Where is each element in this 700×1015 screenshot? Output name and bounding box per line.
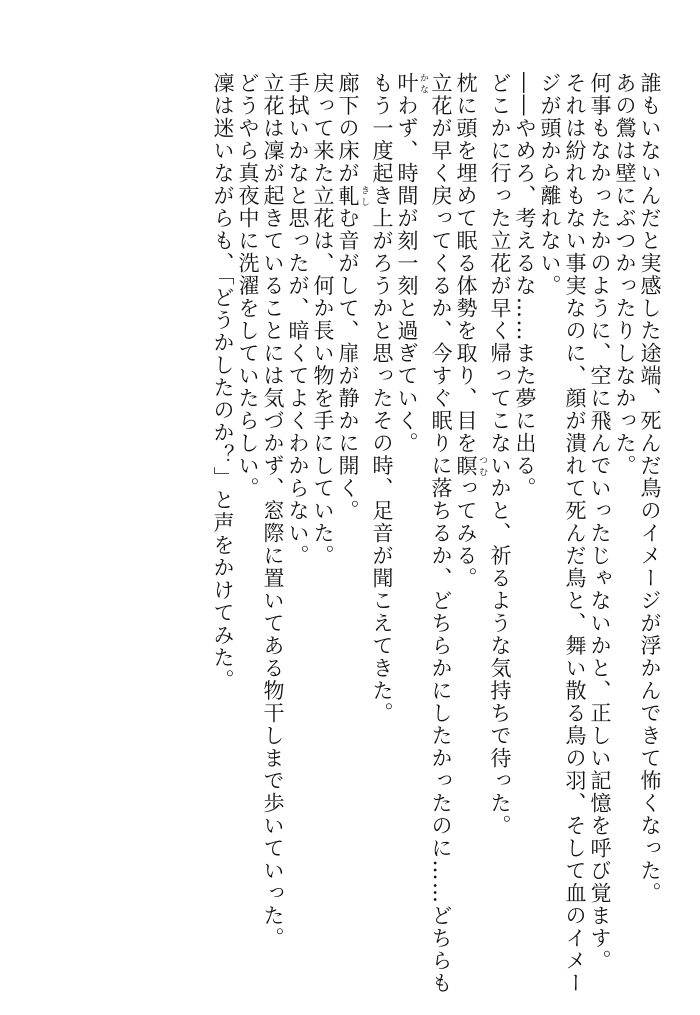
ruby-reading: かな xyxy=(418,72,428,95)
text-line: 何事もなかったかのように、空に飛んでいったじゃないかと、正しい記憶を呼び覚ます。 xyxy=(588,72,612,972)
text-line-with-ruby xyxy=(335,72,369,972)
text-line: 戻って来た立花は、何か長い物を手にしていた。 xyxy=(311,72,335,567)
text-line-with-ruby xyxy=(453,72,487,972)
text-line: あの鶯は壁にぶつかったりしなかった。 xyxy=(613,72,637,477)
ruby-reading: きし xyxy=(359,184,369,207)
text-line: 誰もいないんだと実感した途端、死んだ鳥のイメージが浮かんできて怖くなった。 xyxy=(638,72,662,905)
text-line: ――やめろ、考えるな……また夢に出る。 xyxy=(513,72,537,500)
text-segment: む音がして、扉が静かに開く。 xyxy=(336,207,360,522)
text-line: どうやら真夜中に洗濯をしていたらしい。 xyxy=(236,72,260,500)
ruby-base: 瞑 xyxy=(454,454,478,477)
ruby-base: 叶 xyxy=(395,72,419,95)
text-segment: 枕に頭を埋めて眠る体勢を取り、目を xyxy=(454,72,478,455)
text-segment: ってみる。 xyxy=(454,477,478,590)
text-line-with-ruby xyxy=(394,72,428,972)
text-line: もう一度起き上がろうかと思ったその時、足音が聞こえてきた。 xyxy=(370,72,394,725)
text-line: 凜は迷いながらも、「どうかしたのか？」と声をかけてみた。 xyxy=(211,72,235,692)
text-line: 立花は凜が起きていることには気づかず、窓際に置いてある物干しまで歩いていった。 xyxy=(261,72,285,950)
ruby-reading: つむ xyxy=(477,454,487,477)
text-line: 立花が早く戻ってくるか、今すぐ眠りに落ちるか、どちらかにしたかったのに……どちらも xyxy=(429,72,453,995)
text-segment: わず、時間が刻一刻と過ぎていく。 xyxy=(395,94,419,455)
text-segment: 廊下の床が xyxy=(336,72,360,185)
ruby-base: 軋 xyxy=(336,184,360,207)
ruby-annotation xyxy=(395,72,428,95)
vertical-text-body xyxy=(210,72,662,995)
text-line: 手拭いかなと思ったが、暗くてよくわからない。 xyxy=(286,72,310,567)
text-line: それは紛れもない事実なのに、顔が潰れて死んだ鳥と、舞い散る鳥の羽、そして血のイメー xyxy=(563,72,587,995)
text-line: ジが頭から離れない。 xyxy=(538,72,562,297)
ruby-annotation xyxy=(336,184,369,208)
ruby-annotation xyxy=(454,454,487,478)
text-line: どこかに行った立花が早く帰ってこないかと、祈るような気持ちで待った。 xyxy=(488,72,512,837)
